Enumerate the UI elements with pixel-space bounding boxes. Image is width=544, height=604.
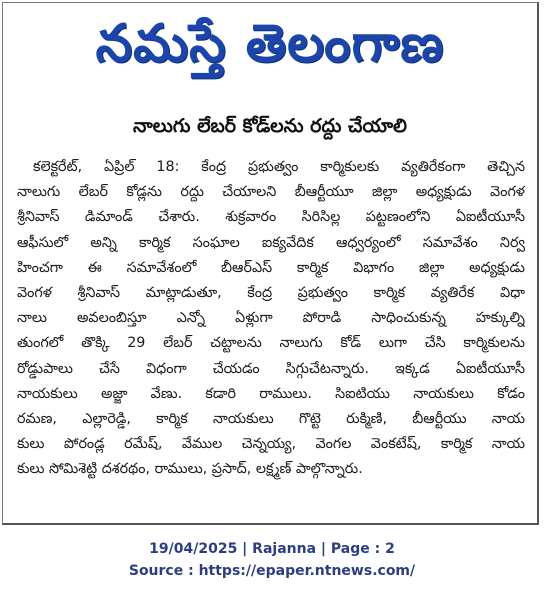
article-body [17,155,525,483]
article-line: కులు సోమిశెట్టి దశరథం, రాములు, ప్రసాద్, లక్ష్మణ్ పాల్గొన్నారు. [17,461,363,478]
article-line: రమణ, ఎల్లారెడ్డి, కార్మిక నాయకులు గొట్టె రుక్మిణి, బీఆర్టీయు నాయ [17,411,525,428]
source-footer [0,538,544,582]
article-line: కలెక్టరేట్, ఏప్రిల్ 18: కేంద్ర ప్రభుత్వం కార్మికులకు వ్యతిరేకంగా తెచ్చిన [33,159,525,175]
publication-info: 19/04/2025 | Rajanna | Page : 2 [149,541,395,557]
article-line: హించగా ఈ సమావేశంలో బీఆర్ఎస్ కార్మిక విభాగం జిల్లా అధ్యక్షుడు [17,259,525,276]
article-line: రోడ్డుపాలు చేసే విధంగా చేయడం సిగ్గుచేటన్నారు. ఇక్కడ ఏఐటీయూసీ [17,360,525,377]
article-headline: నాలుగు లేబర్ కోడ్‌లను రద్దు చేయాలి [133,115,407,137]
source-link[interactable]: Source : https://epaper.ntnews.com/ [128,563,416,579]
article-line: నాయకులు అజ్జా వేణు. కడారి రాములు. సిఐటియు నాయకులు కోడం [17,385,525,402]
article-line: నాలు అవలంబిస్తూ ఎన్నో ఏళ్లుగా పోరాడి సాధించుకున్న హక్కుల్ని [17,310,525,327]
clipping-frame [2,2,539,525]
article-line: తుంగలో తొక్కి 29 లేబర్ చట్టాలను నాలుగు కోడ్ లుగా చేసి కార్మికులను [17,335,525,352]
article-line: కులు పోరండ్ల రమేష్, వేముల చెన్నయ్య, వెంగల వెంకటేష్, కార్మిక నాయ [17,436,525,453]
masthead-title: నమస్తే తెలంగాణ [95,14,445,74]
article-line: శ్రీనివాస్ డిమాండ్ చేశారు. శుక్రవారం సిరిసిల్ల పట్టణంలోని ఏఐటీయూసీ [17,209,525,226]
newspaper-masthead [3,9,537,79]
article-line: ఆఫీసులో అన్ని కార్మిక సంఘాల ఐక్యవేదిక ఆధ్వర్యంలో సమావేశం నిర్వ [17,234,525,251]
article-line: నాలుగు లేబర్ కోడ్లను రద్దు చేయాలని బీఆర్టీయూ జిల్లా అధ్యక్షుడు వెంగళ [17,184,525,201]
article-line: వెంగళ శ్రీనివాస్ మాట్లాడుతూ, కేంద్ర ప్రభుత్వం కార్మిక వ్యతిరేక విధా [17,285,525,302]
